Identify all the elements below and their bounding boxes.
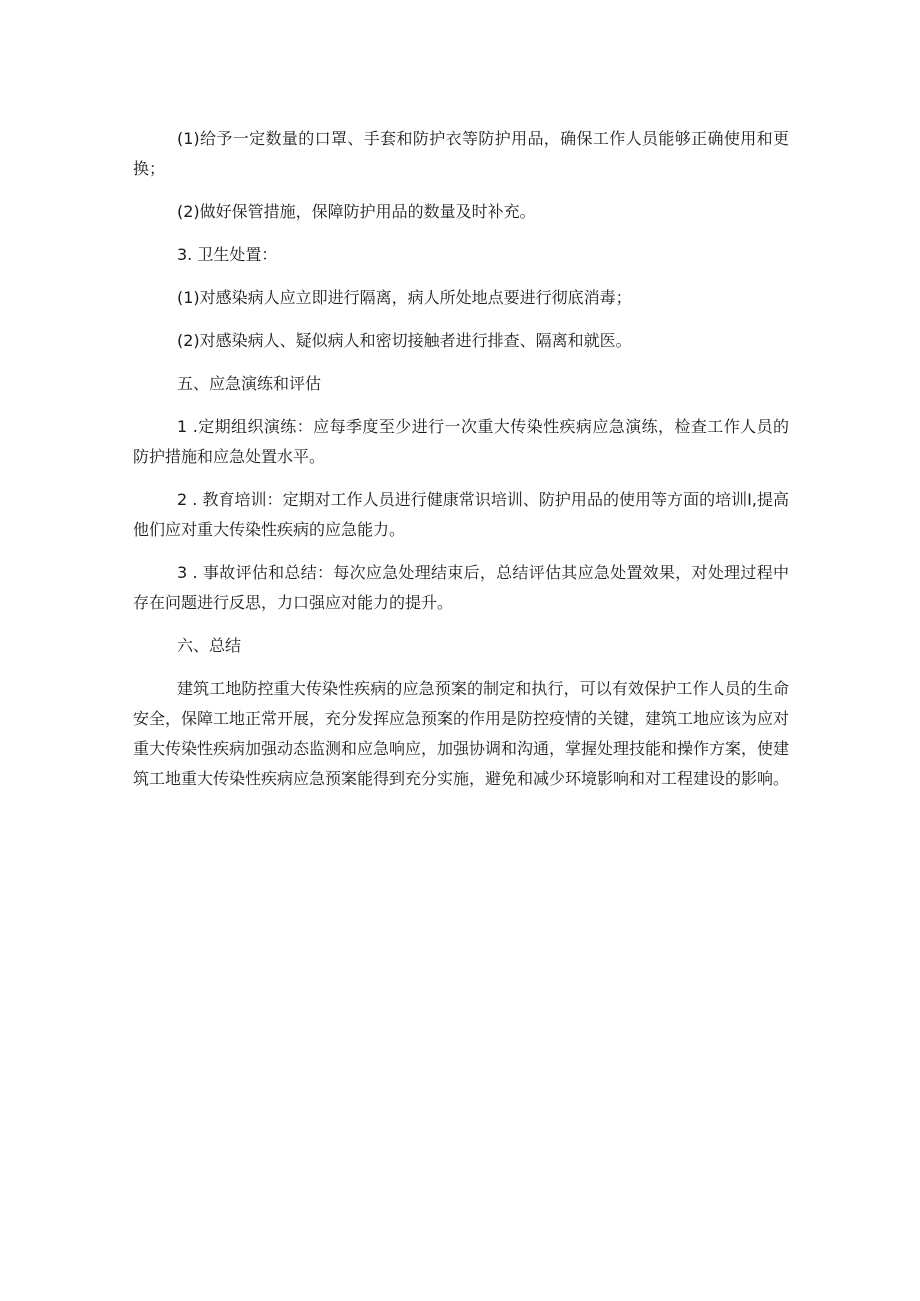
paragraph-regular-drills: 1 .定期组织演练：应每季度至少进行一次重大传染性疾病应急演练，检查工作人员的防护措施和应急处置水平。 [133,417,789,466]
paragraph-evaluation: 3 . 事故评估和总结：每次应急处理结束后，总结评估其应急处置效果，对处理过程中存在问题进行反思，力口强应对能力的提升。 [133,563,789,612]
section-heading-summary: 六、总结 [177,636,242,655]
paragraph-isolation: (1)对感染病人应立即进行隔离，病人所处地点要进行彻底消毒； [177,288,632,307]
paragraph-storage-measures: (2)做好保管措施，保障防护用品的数量及时补充。 [177,202,536,221]
paragraph-training: 2 . 教育培训：定期对工作人员进行健康常识培训、防护用品的使用等方面的培训I,提高他们应对重大传染性疾病的应急能力。 [133,490,789,539]
section-heading-drills: 五、应急演练和评估 [177,374,322,393]
document-body [133,124,789,807]
paragraph-screening: (2)对感染病人、疑似病人和密切接触者进行排查、隔离和就医。 [177,331,632,350]
paragraph-protective-supplies: (1)给予一定数量的口罩、手套和防护衣等防护用品，确保工作人员能够正确使用和更换； [133,129,789,178]
paragraph-summary: 建筑工地防控重大传染性疾病的应急预案的制定和执行，可以有效保护工作人员的生命安全，保障工地正常开展，充分发挥应急预案的作用是防控疫情的关键，建筑工地应该为应对重大传染性疾病加强动态监测和应急响应，加强协调和沟通，掌握处理技能和操作方案，使建筑工地重大传染性疾病应急预案能得到充分实施，避免和减少环境影响和对工程建设的影响。 [133,679,790,788]
heading-sanitation: 3. 卫生处置： [177,245,278,264]
